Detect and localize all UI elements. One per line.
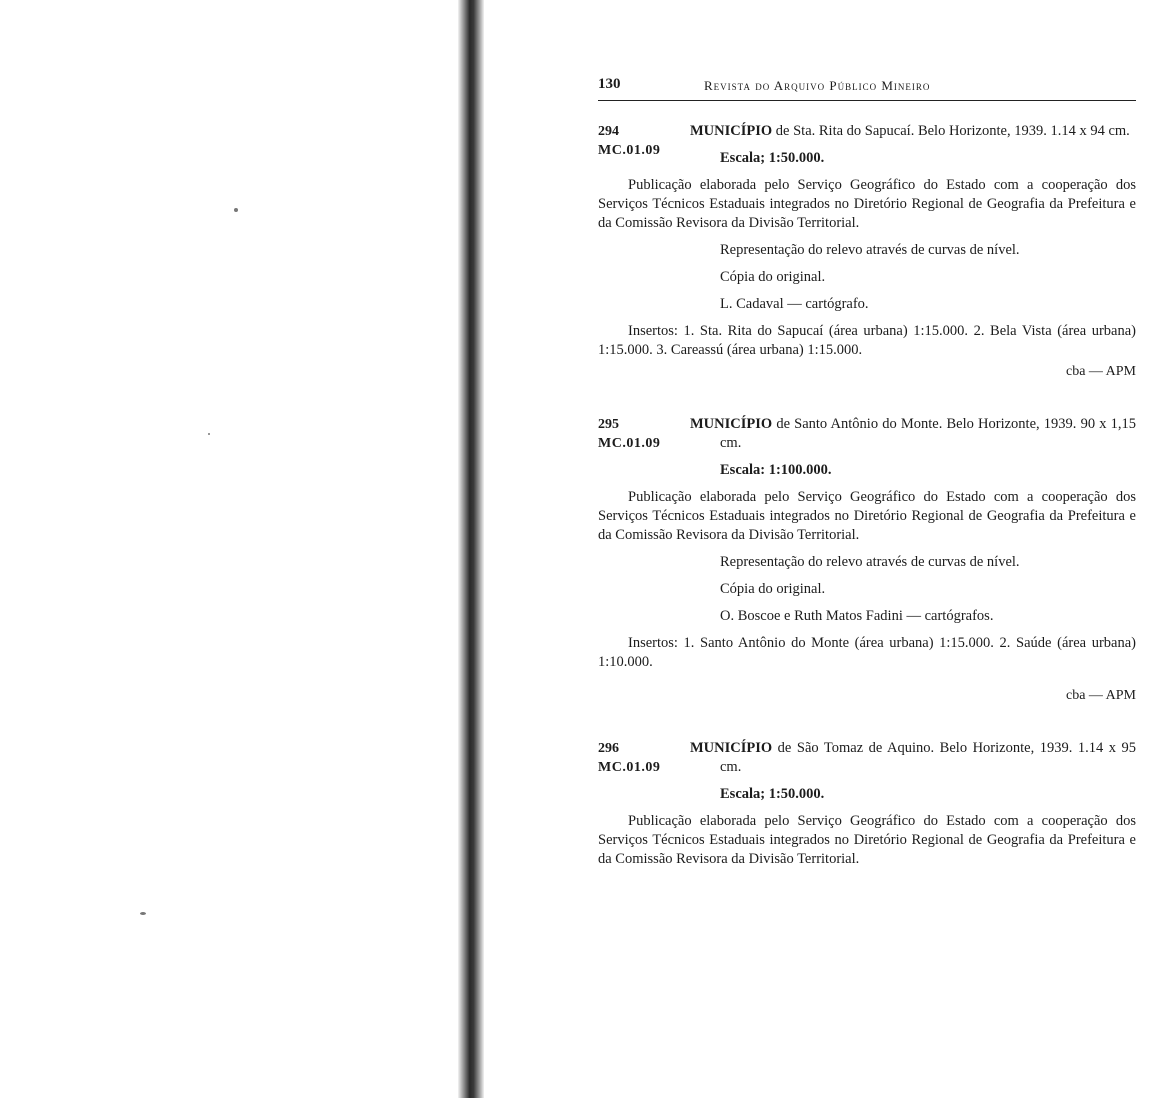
entry-insets: Insertos: 1. Santo Antônio do Monte (área urbana) 1:15.000. 2. Saúde (área urbana) 1:10.000.: [598, 635, 1136, 670]
entry-title-bold: MUNICÍPIO: [690, 416, 773, 432]
entry-publication: Publicação elaborada pelo Serviço Geográfico do Estado com a cooperação dos Serviços Técnicos Estaduais integrados no Diretório Regional de Geografia da Prefeitura e da Comissão Revisora da Divisão Territorial.: [598, 177, 1136, 231]
book-gutter: [458, 0, 484, 1098]
entry-code: MC.01.09: [598, 760, 661, 775]
entry-title: [690, 415, 1136, 453]
entry-title: [690, 122, 1136, 141]
speck: [234, 208, 238, 212]
entry-title: [690, 739, 1136, 777]
entry-title-rest: de Sta. Rita do Sapucaí. Belo Horizonte, 1939. 1.14 x 94 cm.: [772, 123, 1130, 139]
page-number: 130: [598, 76, 621, 92]
entry-publication: Publicação elaborada pelo Serviço Geográfico do Estado com a cooperação dos Serviços Técnicos Estaduais integrados no Diretório Regional de Geografia da Prefeitura e da Comissão Revisora da Divisão Territorial.: [598, 813, 1136, 867]
entry-scale: Escala; 1:50.000.: [720, 150, 825, 166]
entry-scale: Escala; 1:50.000.: [720, 786, 825, 802]
running-header: [598, 72, 1136, 101]
entry-number: 295: [598, 417, 619, 432]
entry-code: MC.01.09: [598, 143, 661, 158]
entry-code: MC.01.09: [598, 436, 661, 451]
entry-title-rest: de São Tomaz de Aquino. Belo Horizonte, 1939. 1.14 x 95 cm.: [720, 740, 1136, 775]
entry-cartographer: L. Cadaval — cartógrafo.: [720, 296, 869, 312]
entry-source: cba — APM: [1066, 364, 1136, 379]
entry-title-bold: MUNICÍPIO: [690, 740, 773, 756]
entry-title-rest: de Santo Antônio do Monte. Belo Horizonte, 1939. 90 x 1,15 cm.: [720, 416, 1136, 451]
speck: [140, 912, 146, 915]
entry-copy: Cópia do original.: [720, 581, 826, 597]
entry-source: cba — APM: [1066, 688, 1136, 703]
entry-number: 294: [598, 124, 619, 139]
entry-publication: Publicação elaborada pelo Serviço Geográfico do Estado com a cooperação dos Serviços Técnicos Estaduais integrados no Diretório Regional de Geografia da Prefeitura e da Comissão Revisora da Divisão Territorial.: [598, 489, 1136, 543]
catalog-entry: [598, 739, 1136, 869]
catalog-entry: [598, 122, 1136, 381]
entry-relief: Representação do relevo através de curvas de nível.: [720, 242, 1020, 258]
catalog-entry: [598, 415, 1136, 705]
entry-insets: Insertos: 1. Sta. Rita do Sapucaí (área urbana) 1:15.000. 2. Bela Vista (área urbana) 1:15.000. 3. Careassú (área urbana) 1:15.000.: [598, 323, 1136, 358]
entry-copy: Cópia do original.: [720, 269, 826, 285]
entry-number: 296: [598, 741, 619, 756]
speck: [208, 433, 210, 435]
entry-relief: Representação do relevo através de curvas de nível.: [720, 554, 1020, 570]
running-title: Revista do Arquivo Público Mineiro: [704, 78, 931, 93]
page: [598, 72, 1136, 869]
entry-cartographer: O. Boscoe e Ruth Matos Fadini — cartógrafos.: [720, 608, 994, 624]
entry-title-bold: MUNICÍPIO: [690, 123, 773, 139]
entry-scale: Escala: 1:100.000.: [720, 462, 832, 478]
